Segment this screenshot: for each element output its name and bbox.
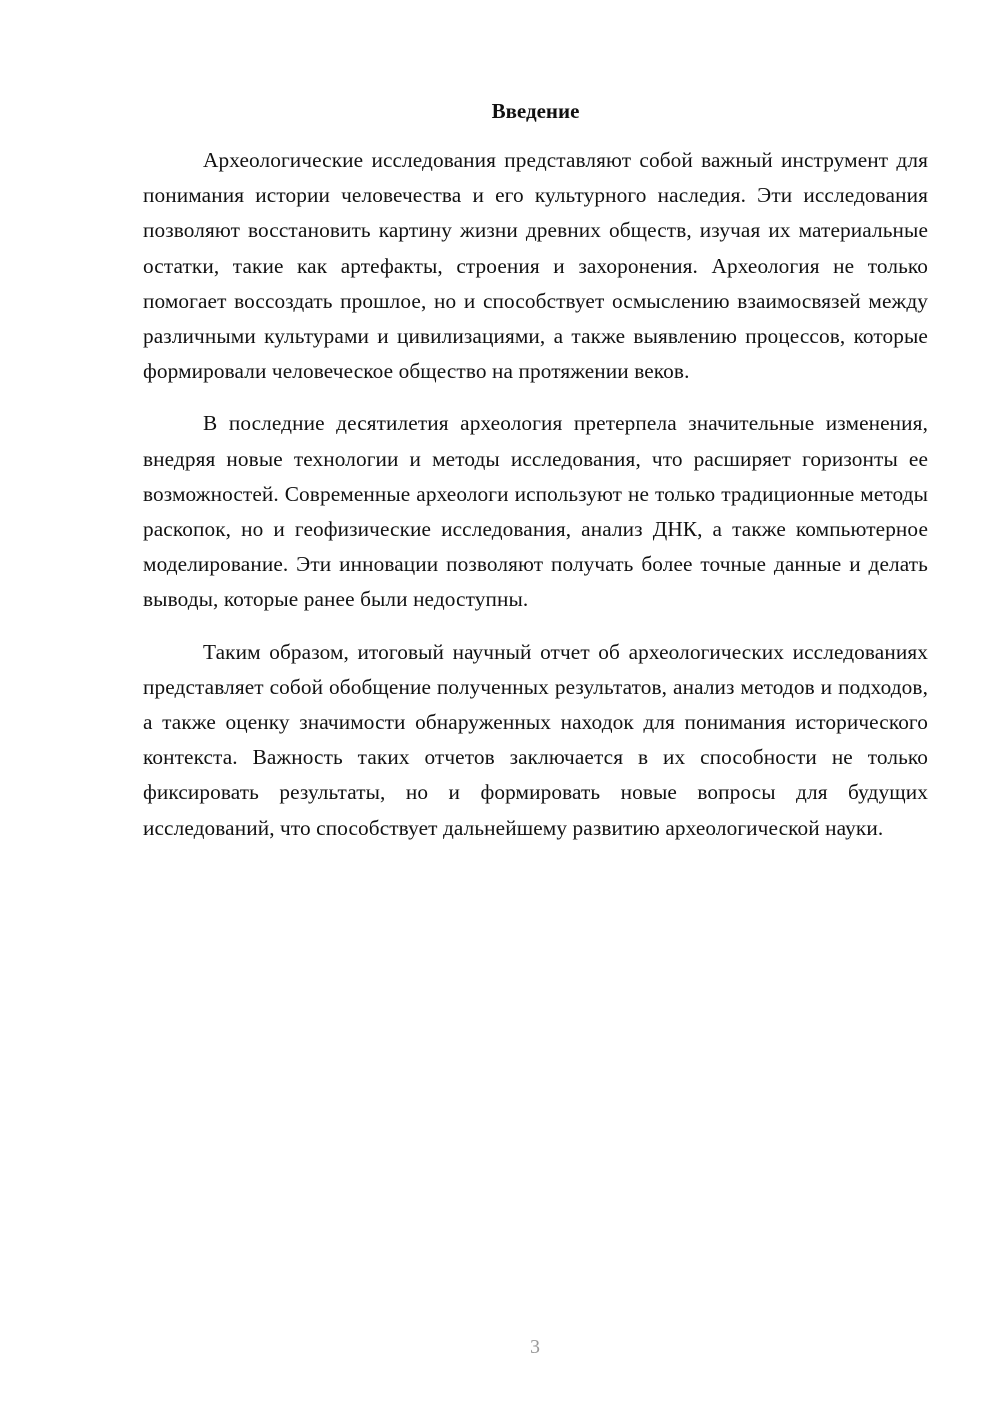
- body-text: [143, 143, 928, 863]
- paragraph-1: Археологические исследования представляют собой важный инструмент для понимания истории человечества и его культурного наследия. Эти исследования позволяют восстановить картину жизни древних обществ, изучая их материальные остатки, такие как артефакты, строения и захоронения. Археология не только помогает воссоздать прошлое, но и способствует осмыслению взаимосвязей между различными культурами и цивилизациями, а также выявлению процессов, которые формировали человеческое общество на протяжении веков.: [143, 148, 928, 384]
- paragraph-2: В последние десятилетия археология претерпела значительные изменения, внедряя новые технологии и методы исследования, что расширяет горизонты ее возможностей. Современные археологи используют не только традиционные методы раскопок, но и геофизические исследования, анализ ДНК, а также компьютерное моделирование. Эти инновации позволяют получать более точные данные и делать выводы, которые ранее были недоступны.: [143, 411, 928, 612]
- page-number: 3: [530, 1336, 540, 1358]
- section-heading: Введение: [491, 99, 580, 123]
- paragraph-3: Таким образом, итоговый научный отчет об археологических исследованиях представляет собой обобщение полученных результатов, анализ методов и подходов, а также оценку значимости обнаруженных находок для понимания исторического контекста. Важность таких отчетов заключается в их способности не только фиксировать результаты, но и формировать новые вопросы для будущих исследований, что способствует дальнейшему развитию археологической науки.: [143, 639, 928, 840]
